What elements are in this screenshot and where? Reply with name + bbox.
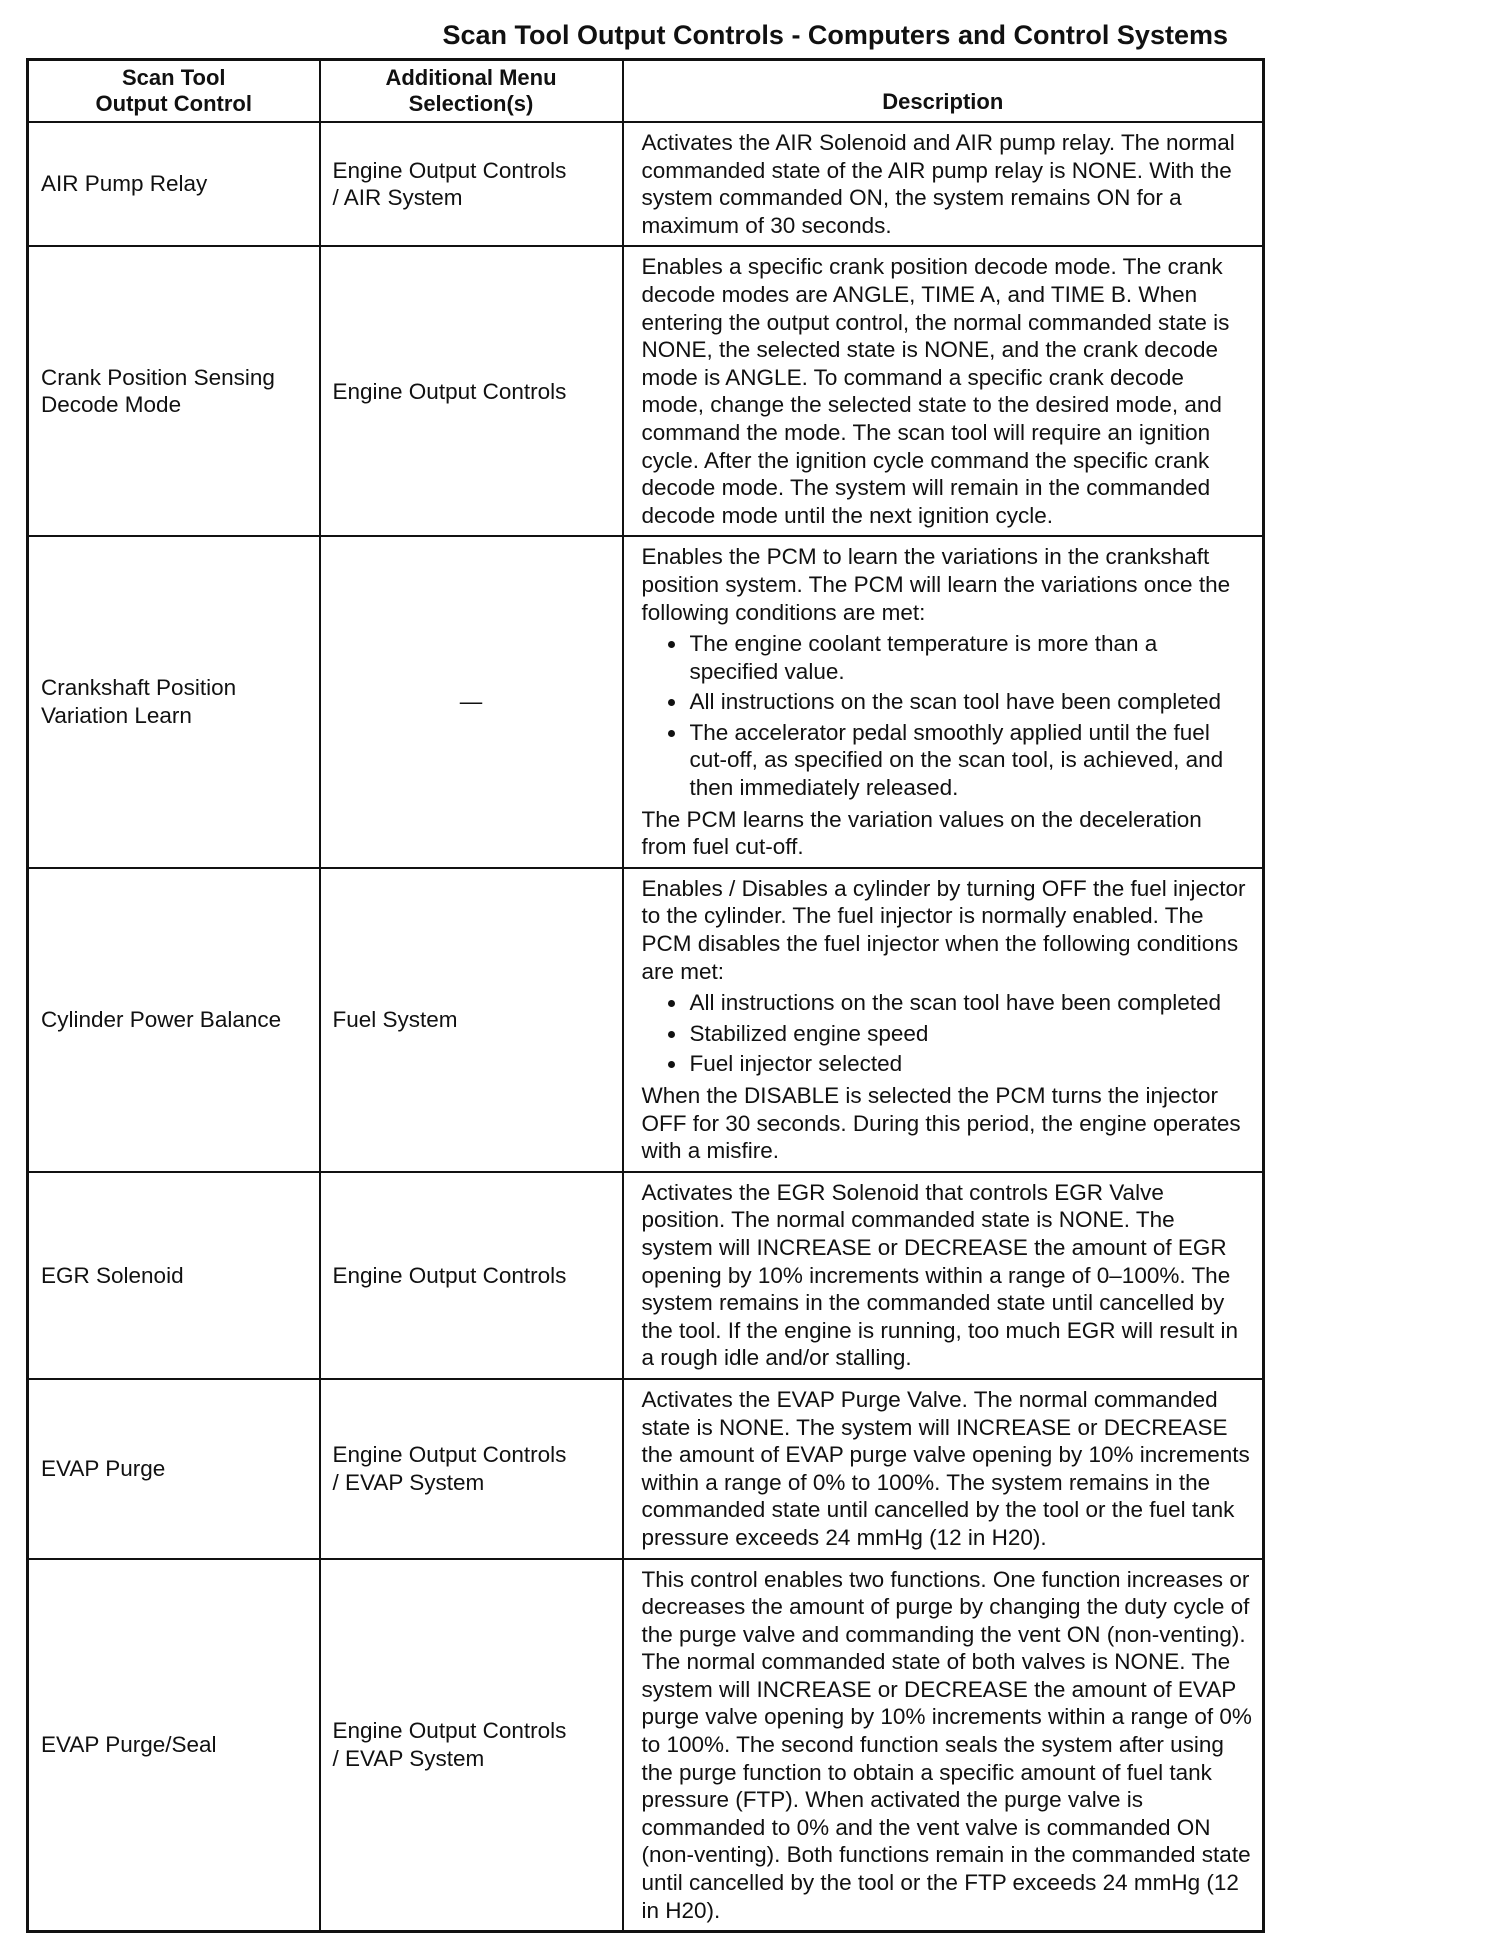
list-item: • The accelerator pedal smoothly applied until the fuel cut-off, as specified on the scan tool, is achieved, and then immediately released.	[688, 719, 1253, 802]
output-control-cell: EVAP Purge	[28, 1379, 320, 1559]
menu-selection-cell: Engine Output Controls	[320, 1172, 623, 1379]
table-row	[28, 1379, 1264, 1559]
header-output-control: Scan Tool Output Control	[28, 60, 320, 123]
table-row	[28, 868, 1264, 1172]
description-cell: Enables a specific crank position decode mode. The crank decode modes are ANGLE, TIME A, and TIME B. When entering the output control, the normal commanded state is NONE, the selected state is NONE, and the crank decode mode is ANGLE. To command a specific crank decode mode, change the selected state to the desired mode, and command the mode. The scan tool will require an ignition cycle. After the ignition cycle command the specific crank decode mode. The system will remain in the commanded decode mode until the next ignition cycle.	[623, 246, 1264, 536]
document-page	[26, 18, 1466, 1933]
table-row	[28, 1172, 1264, 1379]
menu-selection-cell: Engine Output Controls / EVAP System	[320, 1559, 623, 1932]
output-control-cell: AIR Pump Relay	[28, 122, 320, 246]
page-title: Scan Tool Output Controls - Computers and Control Systems	[442, 20, 1228, 50]
list-item: • Stabilized engine speed	[688, 1020, 1253, 1048]
list-item: • All instructions on the scan tool have been completed	[688, 688, 1253, 716]
list-item: • The engine coolant temperature is more than a specified value.	[688, 630, 1253, 685]
menu-selection-cell: Engine Output Controls / AIR System	[320, 122, 623, 246]
description-cell: This control enables two functions. One function increases or decreases the amount of purge by changing the duty cycle of the purge valve and commanding the vent ON (non-venting). The normal commanded state of both valves is NONE. The system will INCREASE or DECREASE the amount of EVAP purge valve opening by 10% increments within a range of 0% to 100%. The second function seals the system after using the purge function to obtain a specific amount of fuel tank pressure (FTP). When activated the purge valve is commanded to 0% and the vent valve is commanded ON (non-venting). Both functions remain in the commanded state until cancelled by the tool or the FTP exceeds 24 mmHg (12 in H20).	[623, 1559, 1264, 1932]
output-control-cell: Cylinder Power Balance	[28, 868, 320, 1172]
description-cell: Activates the EGR Solenoid that controls EGR Valve position. The normal commanded state is NONE. The system will INCREASE or DECREASE the amount of EGR opening by 10% increments within a range of 0–100%. The system remains in the commanded state until cancelled by the tool. If the engine is running, too much EGR will result in a rough idle and/or stalling.	[623, 1172, 1264, 1379]
header-menu-selections: Additional Menu Selection(s)	[320, 60, 623, 123]
description-cell: Activates the AIR Solenoid and AIR pump relay. The normal commanded state of the AIR pump relay is NONE. With the system commanded ON, the system remains ON for a maximum of 30 seconds.	[623, 122, 1264, 246]
description-cell: Enables / Disables a cylinder by turning OFF the fuel injector to the cylinder. The fuel injector is normally enabled. The PCM disables the fuel injector when the following conditions are met: • All instructions on the scan tool have been completed • Stabilized engine speed • Fuel injector selected When the DISABLE is selected the PCM turns the injector OFF for 30 seconds. During this period, the engine operates with a misfire.	[623, 868, 1264, 1172]
menu-selection-cell: Engine Output Controls	[320, 246, 623, 536]
list-item: • Fuel injector selected	[688, 1050, 1253, 1078]
output-control-cell: Crankshaft Position Variation Learn	[28, 536, 320, 868]
description-cell: Activates the EVAP Purge Valve. The normal commanded state is NONE. The system will INCREASE or DECREASE the amount of EVAP purge valve opening by 10% increments within a range of 0% to 100%. The system remains in the commanded state until cancelled by the tool or the fuel tank pressure exceeds 24 mmHg (12 in H20).	[623, 1379, 1264, 1559]
description-cell: Enables the PCM to learn the variations in the crankshaft position system. The PCM will learn the variations once the following conditions are met: • The engine coolant temperature is more than a specified value. • All instructions on the scan tool have been completed • The accelerator pedal smoothly applied until the fuel cut-off, as specified on the scan tool, is achieved, and then immediately released. The PCM learns the variation values on the deceleration from fuel cut-off.	[623, 536, 1264, 868]
table-header-row	[28, 60, 1264, 123]
table-row	[28, 246, 1264, 536]
output-controls-table	[26, 58, 1265, 1933]
list-item: • All instructions on the scan tool have been completed	[688, 989, 1253, 1017]
menu-selection-cell	[320, 536, 623, 868]
em-dash: —	[459, 689, 483, 715]
table-row	[28, 1559, 1264, 1932]
table-row	[28, 536, 1264, 868]
conditions-list	[642, 989, 1253, 1078]
output-control-cell: Crank Position Sensing Decode Mode	[28, 246, 320, 536]
menu-selection-cell: Engine Output Controls / EVAP System	[320, 1379, 623, 1559]
table-row	[28, 122, 1264, 246]
menu-selection-cell: Fuel System	[320, 868, 623, 1172]
output-control-cell: EVAP Purge/Seal	[28, 1559, 320, 1932]
header-description: Description	[623, 60, 1264, 123]
conditions-list	[642, 630, 1253, 802]
output-control-cell: EGR Solenoid	[28, 1172, 320, 1379]
